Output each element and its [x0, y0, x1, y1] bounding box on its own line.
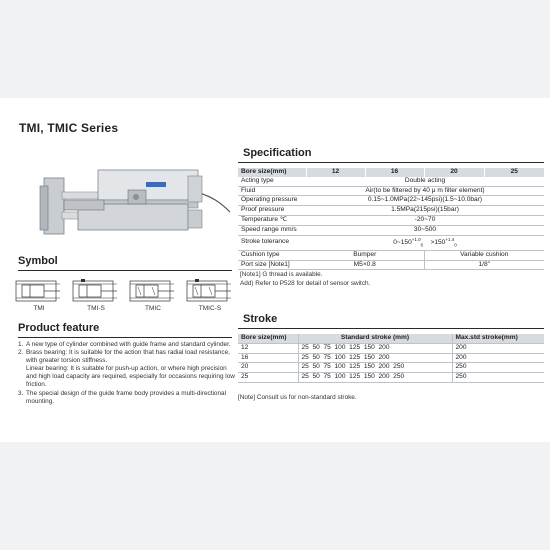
feature-item [18, 365, 238, 389]
table-header-cell: Bore size(mm) [238, 168, 306, 177]
standard-stroke-cell: 25 50 75 100 125 150 200 250 [298, 373, 452, 383]
standard-stroke-cell: 25 50 75 100 125 150 200 [298, 343, 452, 353]
row-value: 1.5MPa(215psi)(15bar) [306, 206, 544, 216]
bore-cell: 16 [238, 353, 298, 363]
tolerance-range-b: >150 [430, 238, 446, 246]
row-label: Acting type [238, 177, 306, 186]
stroke-title: Stroke [243, 313, 278, 325]
note-line: [Note1] G thread is available. [240, 271, 323, 278]
row-value: 1/8" [424, 260, 544, 270]
tolerance-lower-a: 0 [420, 242, 424, 248]
symbol-section-title: Symbol [18, 255, 58, 267]
table-header-row [238, 168, 544, 177]
bottom-background-band [0, 442, 550, 550]
pneumatic-symbol-icon [71, 278, 121, 304]
symbol-label: TMIC [145, 305, 161, 312]
product-image [38, 160, 234, 250]
specification-title: Specification [243, 147, 312, 159]
feature-text: The special design of the guide frame body provides a multi-directional mounting. [26, 389, 226, 405]
specification-table [238, 168, 544, 270]
spec-notes [240, 271, 370, 288]
product-feature-title: Product feature [18, 322, 100, 334]
feature-text: Brass bearing: It is suitable for the action that has radial load resistance, with greater torsion stiffness. [26, 349, 230, 365]
table-header-cell: Bore size(mm) [238, 334, 298, 343]
table-header-row [238, 334, 544, 343]
row-label: Proof pressure [238, 206, 306, 216]
row-value [306, 235, 544, 250]
symbol-tmic [128, 278, 178, 312]
section-divider [238, 328, 544, 329]
standard-stroke-cell: 25 50 75 100 125 150 200 [298, 353, 452, 363]
stroke-note: [Note] Consult us for non-standard stroke. [238, 394, 357, 401]
table-header-cell: 25 [484, 168, 544, 177]
table-row [238, 215, 544, 225]
feature-number: 2. [18, 349, 24, 357]
table-row [238, 186, 544, 196]
max-stroke-cell: 250 [452, 373, 544, 383]
table-row [238, 196, 544, 206]
row-value: Double acting [306, 177, 544, 186]
max-stroke-cell: 200 [452, 343, 544, 353]
table-row [238, 206, 544, 216]
symbol-tmi-s [71, 278, 121, 312]
standard-stroke-cell: 25 50 75 100 125 150 200 250 [298, 363, 452, 373]
table-row [238, 363, 544, 373]
bore-cell: 12 [238, 343, 298, 353]
section-divider [18, 337, 232, 338]
pneumatic-symbol-icon [14, 278, 64, 304]
table-row [238, 235, 544, 250]
row-value: Bumper [306, 250, 424, 260]
bore-cell: 20 [238, 363, 298, 373]
feature-list [18, 341, 238, 406]
section-divider [18, 270, 232, 271]
row-label: Speed range mm/s [238, 225, 306, 235]
page-title: TMI, TMIC Series [19, 121, 119, 135]
row-value: M5×0.8 [306, 260, 424, 270]
table-header-cell: 20 [424, 168, 484, 177]
table-header-cell: 16 [365, 168, 424, 177]
table-row [238, 177, 544, 186]
row-label: Operating pressure [238, 196, 306, 206]
row-label: Stroke tolerance [238, 235, 306, 250]
max-stroke-cell: 200 [452, 353, 544, 363]
feature-number: 1. [18, 341, 24, 348]
symbol-label: TMI [33, 305, 45, 312]
tolerance-lower-b: 0 [454, 242, 457, 248]
tolerance-upper-b: +1.4 [445, 236, 455, 242]
symbol-tmic-s [185, 278, 235, 312]
note-line: Add) Refer to P528 for detail of sensor switch. [240, 279, 371, 287]
symbol-label: TMI-S [87, 305, 105, 312]
top-background-band [0, 0, 550, 98]
row-label: Fluid [238, 186, 306, 196]
feature-item [18, 390, 238, 406]
table-row [238, 343, 544, 353]
feature-number: 3. [18, 389, 24, 397]
symbol-tmi [14, 278, 64, 312]
feature-item [18, 349, 238, 365]
table-row [238, 353, 544, 363]
pneumatic-symbol-icon [185, 278, 235, 304]
row-label: Port size [Note1] [238, 260, 306, 270]
table-row [238, 373, 544, 383]
feature-item [18, 341, 238, 349]
tolerance-upper-a: +1.0 [411, 236, 421, 242]
bore-cell: 25 [238, 373, 298, 383]
row-label: Cushion type [238, 250, 306, 260]
table-row [238, 260, 544, 270]
section-divider [238, 162, 544, 163]
row-value: 0.15~1.0MPa(22~145psi)(1.5~10.0bar) [306, 196, 544, 206]
row-value: 30~500 [306, 225, 544, 235]
symbol-label: TMIC-S [198, 305, 222, 312]
table-row [238, 250, 544, 260]
feature-text: Linear bearing: It is suitable for push-up action, or where high precision and high load capacity are required, especially for occasions requiring low friction. [26, 365, 235, 389]
max-stroke-cell: 250 [452, 363, 544, 373]
row-value: -20~70 [306, 215, 544, 225]
pneumatic-symbol-icon [128, 278, 178, 304]
table-header-cell: Standard stroke (mm) [298, 334, 452, 343]
symbol-row [14, 278, 236, 318]
row-label: Temperature ℃ [238, 215, 306, 225]
row-value: Air(to be filtered by 40 μ m filter element) [306, 186, 544, 196]
stroke-table [238, 334, 544, 383]
table-header-cell: 12 [306, 168, 365, 177]
row-value: Variable cushion [424, 250, 544, 260]
table-header-cell: Max.std stroke(mm) [452, 334, 544, 343]
feature-text: A new type of cylinder combined with guide frame and standard cylinder. [26, 341, 231, 348]
table-row [238, 225, 544, 235]
tolerance-range-a: 0~150 [393, 238, 412, 246]
